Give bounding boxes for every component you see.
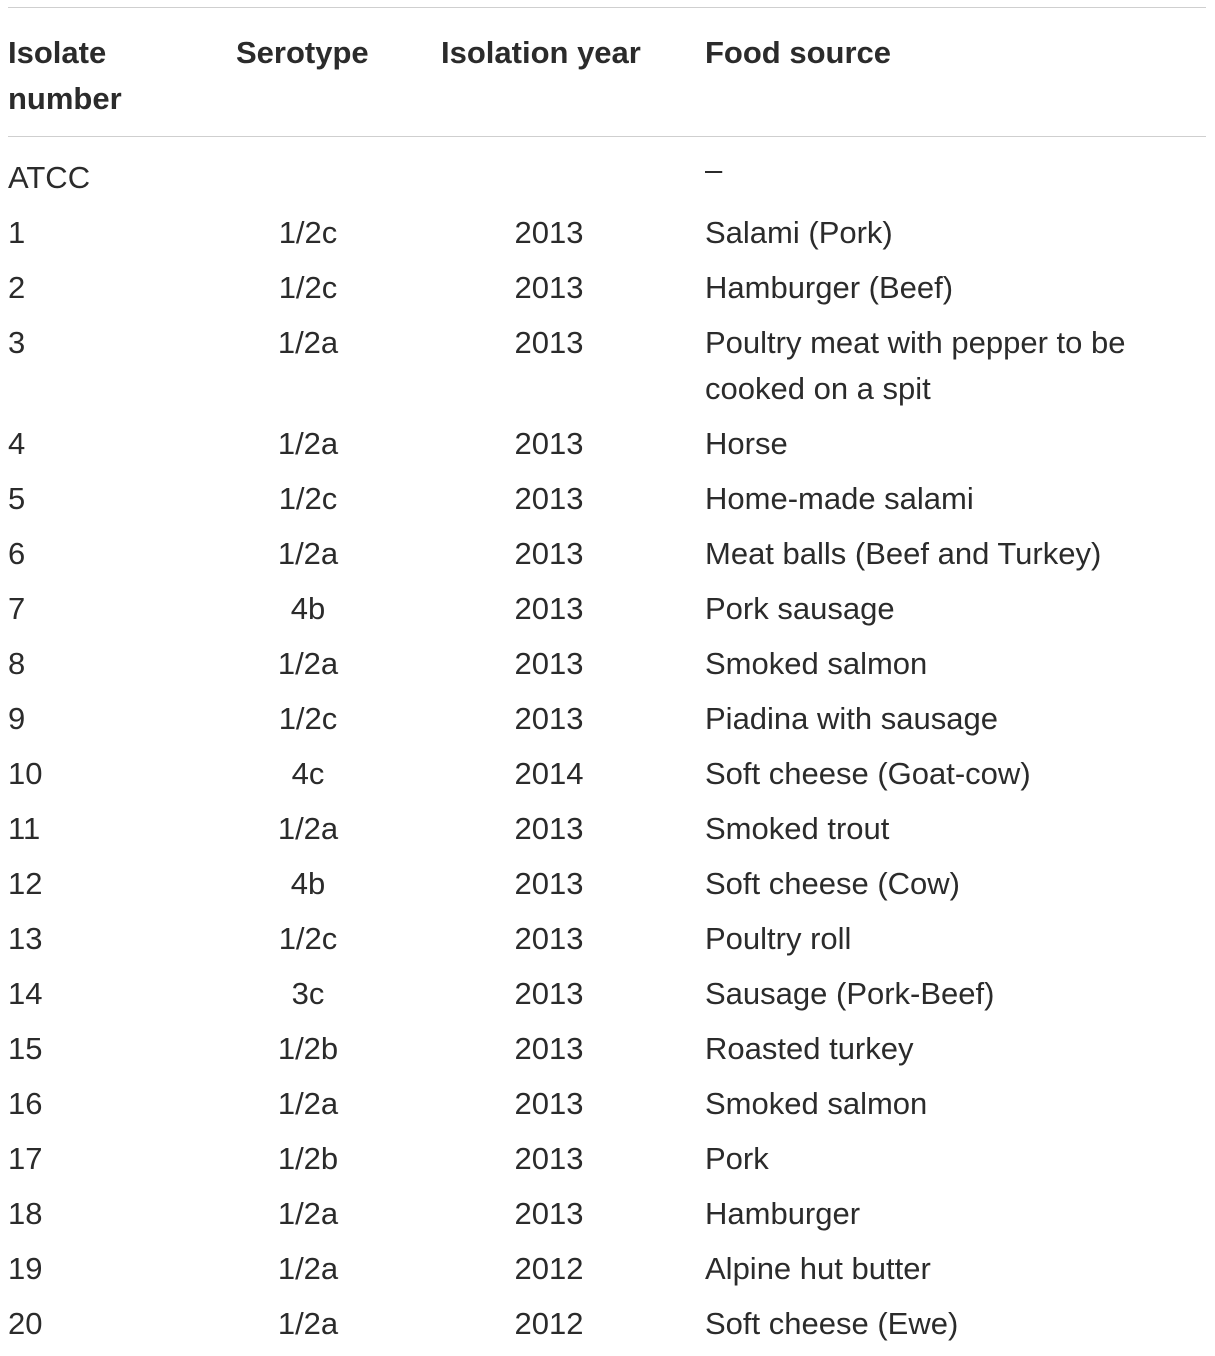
cell-year: 2013 bbox=[514, 921, 584, 956]
cell-year: 2013 bbox=[514, 481, 584, 516]
cell-isolate: 8 bbox=[8, 646, 26, 681]
cell-isolate: 14 bbox=[8, 976, 43, 1011]
cell-food: Smoked salmon bbox=[705, 1086, 928, 1121]
cell-year: 2013 bbox=[514, 1086, 584, 1121]
cell-year: 2013 bbox=[514, 270, 584, 305]
cell-isolate: 3 bbox=[8, 325, 26, 360]
cell-year: 2013 bbox=[514, 811, 584, 846]
cell-food: Soft cheese (Cow) bbox=[705, 866, 960, 901]
cell-serotype: 1/2b bbox=[277, 1141, 339, 1176]
cell-year: 2012 bbox=[514, 1306, 584, 1341]
cell-serotype: 1/2a bbox=[277, 536, 339, 571]
table-row bbox=[8, 1301, 1206, 1356]
table-row bbox=[8, 1081, 1206, 1136]
table-row bbox=[8, 531, 1206, 586]
table-row bbox=[8, 916, 1206, 971]
cell-year: 2014 bbox=[514, 756, 584, 791]
cell-food: Home-made salami bbox=[705, 481, 974, 516]
cell-isolate: 6 bbox=[8, 536, 26, 571]
cell-serotype: 1/2a bbox=[277, 1196, 339, 1231]
table-row bbox=[8, 806, 1206, 861]
cell-isolate: ATCC bbox=[8, 160, 91, 195]
cell-year: 2013 bbox=[514, 591, 584, 626]
cell-isolate: 5 bbox=[8, 481, 26, 516]
cell-food: Roasted turkey bbox=[705, 1031, 914, 1066]
cell-isolate: 2 bbox=[8, 270, 26, 305]
cell-isolate: 20 bbox=[8, 1306, 43, 1341]
cell-year: 2013 bbox=[514, 536, 584, 571]
cell-food: Hamburger bbox=[705, 1196, 861, 1231]
cell-year: 2012 bbox=[514, 1251, 584, 1286]
cell-isolate: 9 bbox=[8, 701, 26, 736]
cell-food: Alpine hut butter bbox=[705, 1251, 931, 1286]
table-row bbox=[8, 210, 1206, 265]
cell-year: 2013 bbox=[514, 701, 584, 736]
cell-food bbox=[705, 152, 1185, 201]
cell-year: 2013 bbox=[514, 426, 584, 461]
table-row bbox=[8, 1026, 1206, 1081]
cell-serotype: 1/2a bbox=[277, 1306, 339, 1341]
cell-serotype: 4b bbox=[290, 866, 326, 901]
cell-year: 2013 bbox=[514, 866, 584, 901]
cell-food: Smoked salmon bbox=[705, 646, 928, 681]
cell-year: 2013 bbox=[514, 325, 584, 360]
cell-serotype: 1/2a bbox=[277, 811, 339, 846]
cell-serotype: 1/2a bbox=[277, 1251, 339, 1286]
cell-year: 2013 bbox=[514, 1196, 584, 1231]
cell-isolate: 4 bbox=[8, 426, 26, 461]
cell-food: Poultry meat with pepper to be cooked on a spit bbox=[705, 325, 1126, 406]
cell-food: Salami (Pork) bbox=[705, 215, 893, 250]
cell-food-dash: – bbox=[705, 152, 723, 187]
header-isolate-line2: number bbox=[8, 81, 122, 116]
cell-isolate: 13 bbox=[8, 921, 43, 956]
cell-serotype: 1/2a bbox=[277, 325, 339, 360]
table-row bbox=[8, 586, 1206, 641]
cell-serotype: 1/2c bbox=[278, 481, 338, 516]
cell-serotype: 1/2a bbox=[277, 646, 339, 681]
cell-serotype: 1/2c bbox=[278, 215, 338, 250]
header-isolate-line1: Isolate bbox=[8, 35, 107, 70]
cell-year: 2013 bbox=[514, 1141, 584, 1176]
cell-food: Piadina with sausage bbox=[705, 701, 998, 736]
table-row bbox=[8, 751, 1206, 806]
cell-food: Soft cheese (Ewe) bbox=[705, 1306, 959, 1341]
header-food-source: Food source bbox=[705, 35, 892, 70]
table-row bbox=[8, 1191, 1206, 1246]
cell-isolate: 1 bbox=[8, 215, 26, 250]
cell-serotype: 3c bbox=[291, 976, 325, 1011]
cell-year: 2013 bbox=[514, 646, 584, 681]
table-row bbox=[8, 861, 1206, 916]
table-row bbox=[8, 320, 1206, 421]
cell-isolate: 17 bbox=[8, 1141, 43, 1176]
cell-food: Smoked trout bbox=[705, 811, 890, 846]
table-header bbox=[8, 8, 1206, 137]
cell-isolate: 16 bbox=[8, 1086, 43, 1121]
cell-year: 2013 bbox=[514, 1031, 584, 1066]
header-isolate-number bbox=[8, 30, 208, 122]
cell-food: Horse bbox=[705, 426, 788, 461]
cell-serotype: 1/2c bbox=[278, 921, 338, 956]
cell-food: Meat balls (Beef and Turkey) bbox=[705, 536, 1102, 571]
cell-serotype: 1/2c bbox=[278, 701, 338, 736]
cell-serotype: 1/2b bbox=[277, 1031, 339, 1066]
cell-serotype: 1/2a bbox=[277, 426, 339, 461]
cell-year: 2013 bbox=[514, 976, 584, 1011]
cell-serotype: 4b bbox=[290, 591, 326, 626]
cell-isolate: 19 bbox=[8, 1251, 43, 1286]
cell-isolate: 7 bbox=[8, 591, 26, 626]
table-row bbox=[8, 971, 1206, 1026]
cell-isolate: 18 bbox=[8, 1196, 43, 1231]
table-row bbox=[8, 641, 1206, 696]
cell-isolate: 15 bbox=[8, 1031, 43, 1066]
cell-serotype: 1/2c bbox=[278, 270, 338, 305]
table-row bbox=[8, 696, 1206, 751]
header-serotype: Serotype bbox=[236, 35, 369, 70]
table-row bbox=[8, 1136, 1206, 1191]
table-row bbox=[8, 152, 1206, 210]
isolates-table bbox=[8, 7, 1206, 1356]
table-row bbox=[8, 1246, 1206, 1301]
cell-isolate: 10 bbox=[8, 756, 43, 791]
cell-food: Pork sausage bbox=[705, 591, 895, 626]
cell-food: Sausage (Pork-Beef) bbox=[705, 976, 995, 1011]
cell-food: Soft cheese (Goat-cow) bbox=[705, 756, 1031, 791]
header-isolation-year: Isolation year bbox=[441, 35, 641, 70]
cell-isolate: 12 bbox=[8, 866, 43, 901]
cell-isolate: 11 bbox=[8, 811, 41, 846]
cell-year: 2013 bbox=[514, 215, 584, 250]
table-row bbox=[8, 265, 1206, 320]
cell-food: Pork bbox=[705, 1141, 769, 1176]
table-body bbox=[8, 152, 1206, 1356]
cell-serotype: 4c bbox=[291, 756, 325, 791]
table-row bbox=[8, 421, 1206, 476]
cell-food: Poultry roll bbox=[705, 921, 852, 956]
cell-serotype: 1/2a bbox=[277, 1086, 339, 1121]
table-row bbox=[8, 476, 1206, 531]
cell-food: Hamburger (Beef) bbox=[705, 270, 954, 305]
